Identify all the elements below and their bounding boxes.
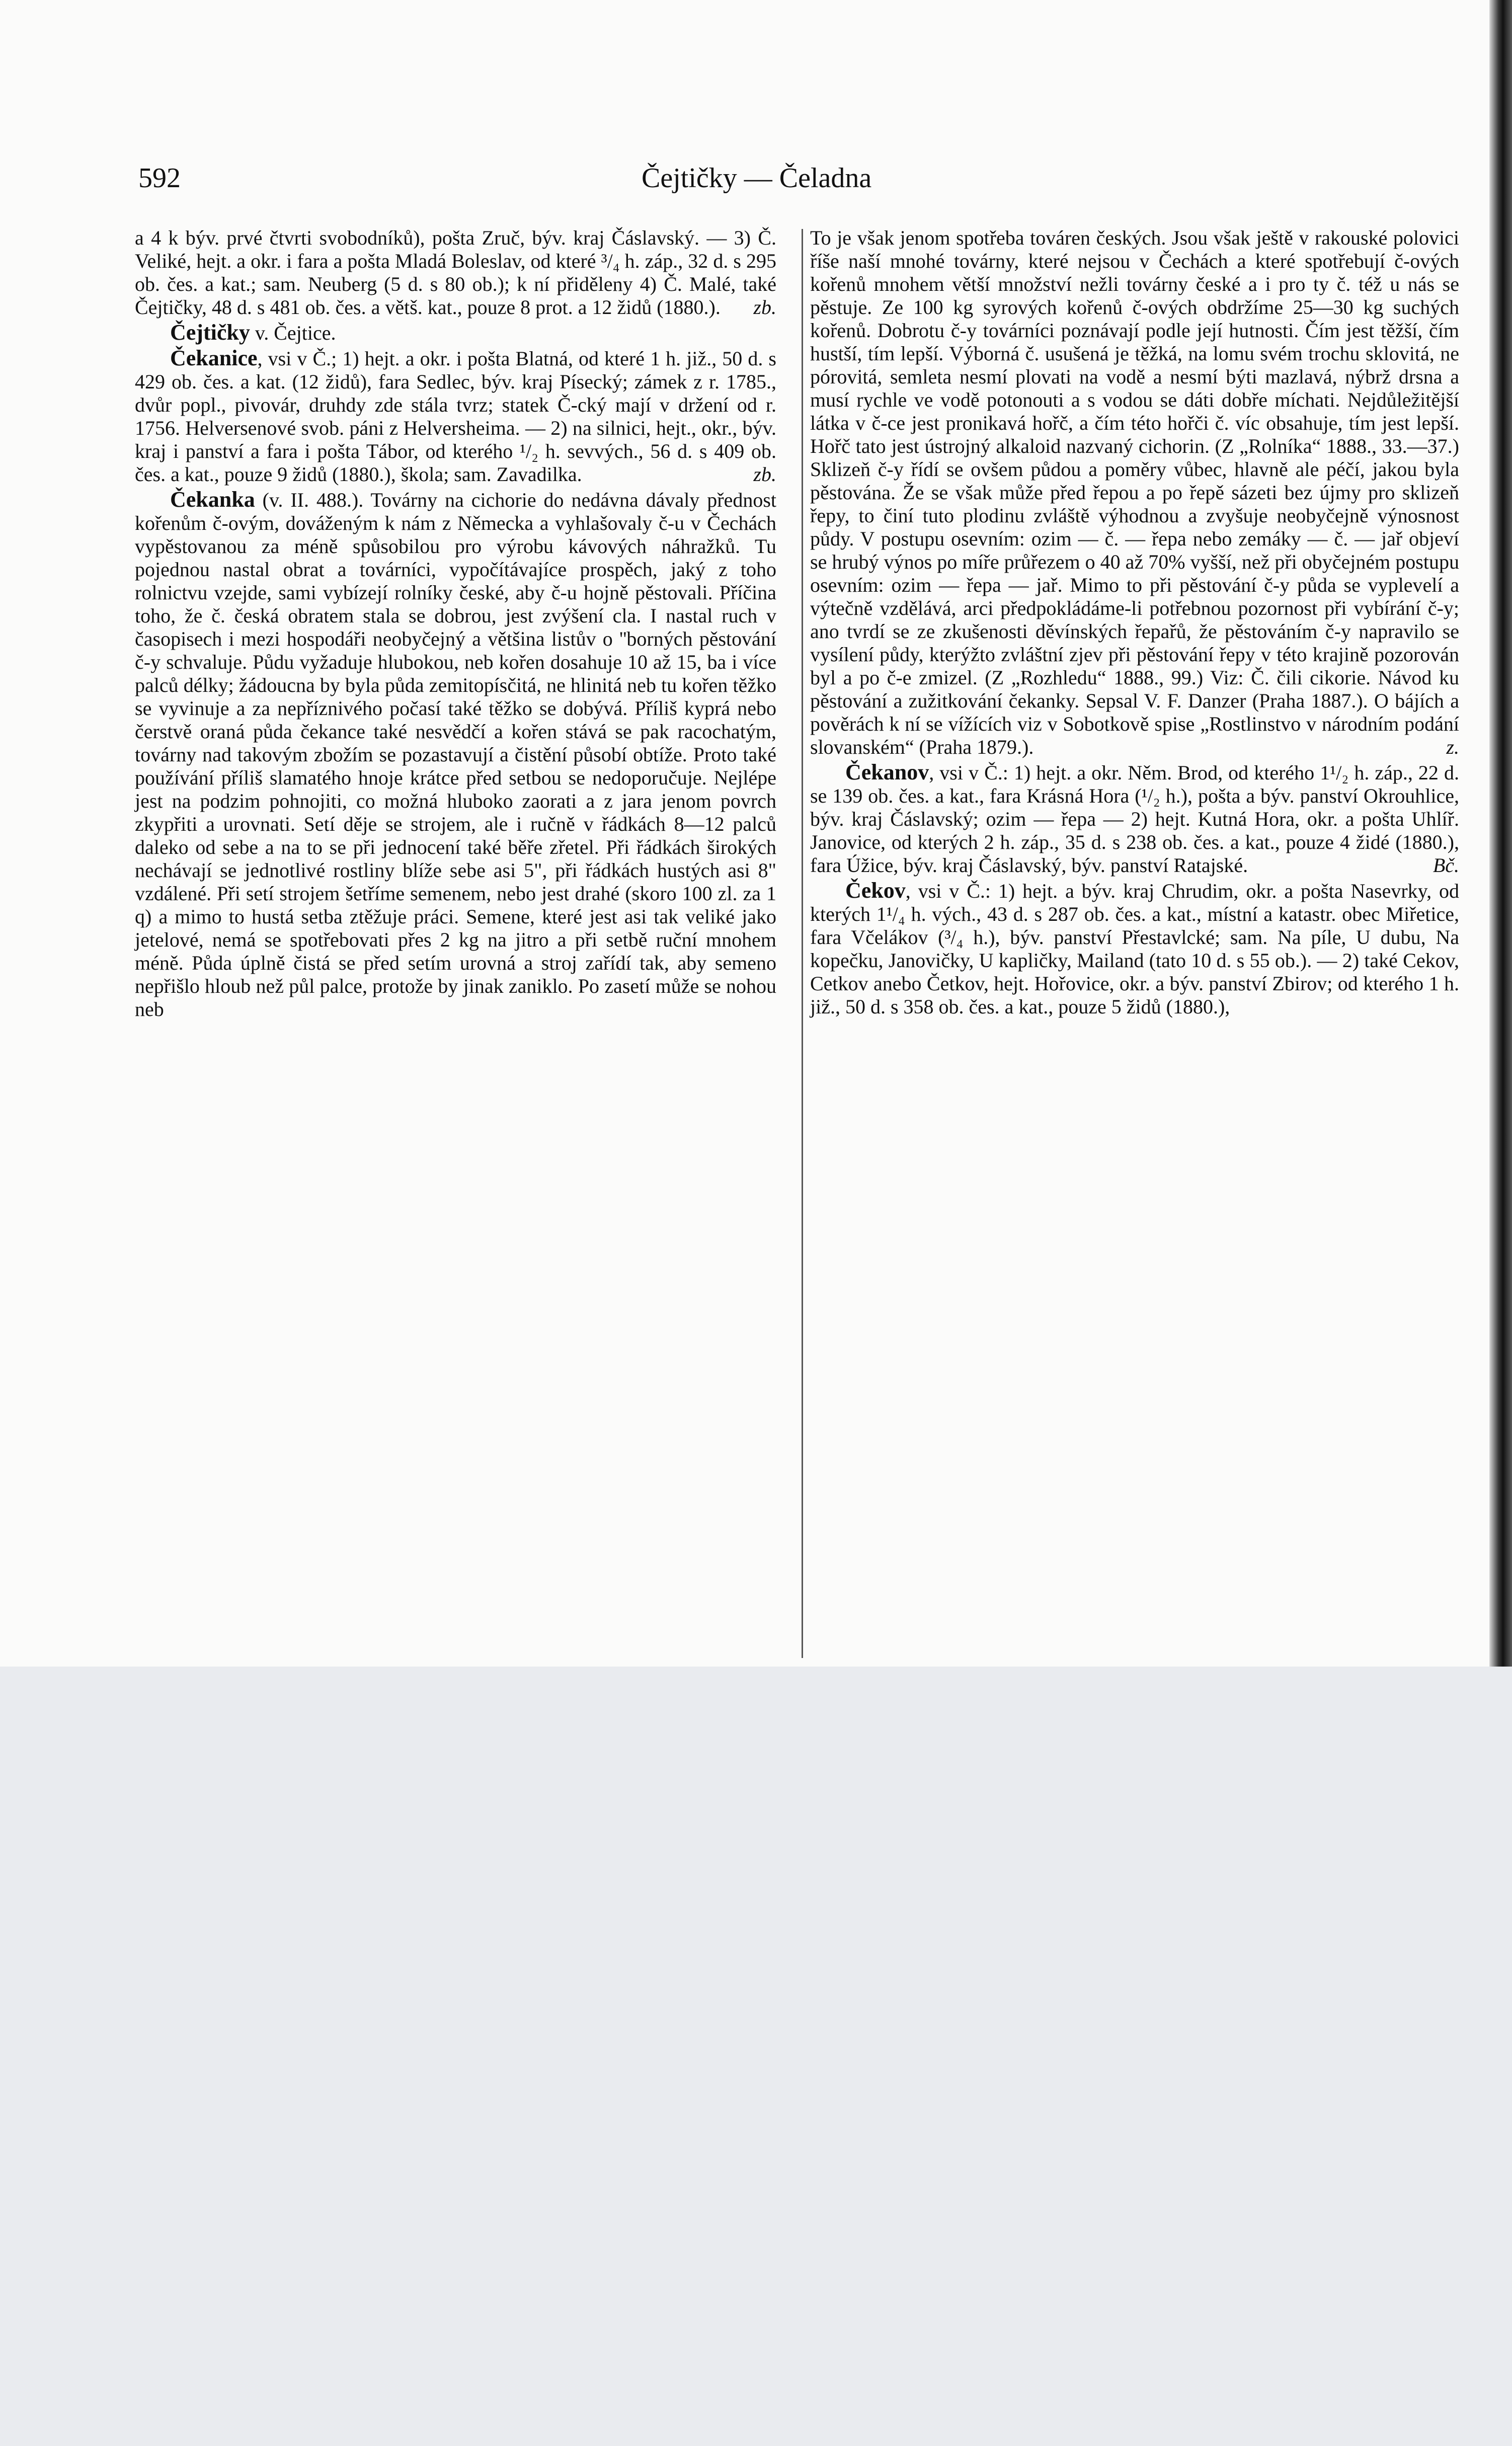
headword: Čekov: [845, 878, 906, 903]
empty-area: [0, 1667, 1512, 2446]
column-divider: [802, 229, 803, 1658]
entry-text: (v. II. 488.). Továrny na cichorie do nedávna dávaly přednost kořenům č-ovým, dováženým k nám z Německa a vyhlašovaly č-u v Čechách vypěstovanou za méně spůsobilou pro výrobu kávových náhražků. Tu pojednou nastal obrat a továrníci, vypočítávajíce prospěch, jaký z toho rolnictvu vzejde, sami vybízejí rolníky české, aby č-u hojně pěstovali. Příčina toho, že č. česká obratem stala se dobrou, jest zvýšení cla. I nastal ruch v časopisech i mezi hospodáři neobyčejný a většina listův o ''borných pěstování č-y schvaluje. Půdu vyžaduje hlubokou, neb kořen dosahuje 10 až 15, ba i více palců délky; žádoucna by byla půda zemitopísčitá, ne hlinitá neb tu kořen těžko se vyvinuje a za nepříznivého počasí také těžko se dobývá. Příliš kyprá nebo čerstvě oraná půda čekance také nesvědčí a kořen stává se pak racochatým, továrny nad takovým zbožím se pozastavují a čistění působí obtíže. Proto také používání příliš slamatého hnoje krátce před setbou se nedoporučuje. Nejlépe jest na podzim pohnojiti, co možná hluboko zaorati a z jara jenom povrch zkypřiti a urovnati. Setí děje se strojem, ale i ručně v řádkách 8—12 palců daleko od sebe a na to se při jednocení také běře zřetel. Při řádkách širokých nechávají se jednotlivé rostliny blíže sebe asi 5", při řádkách hustých asi 8" vzdálené. Při setí strojem šetříme semenem, nebo jest drahé (skoro 100 zl. za 1 q) a mimo to hustá setba ztěžuje práci. Semene, které jest asi tak veliké jako jetelové, nemá se spotřebovati přes 2 kg na jitro a při setbě ruční mnohem méně. Půda úplně čistá se před setím urovná a stroj zařídí tak, aby semeno nepřišlo hloub než půl palce, protože by jinak zaniklo. Po zasetí může se nohou neb: [135, 489, 776, 1020]
entry-text: To je však jenom spotřeba továren českých. Jsou však ještě v rakouské polovici říše naší mnohé továrny, které nejsou v Čechách a které spotřebují č-ových kořenů mnohem větší množství nežli továrny české a i pro ty č. též u nás se pěstuje. Ze 100 kg syrových kořenů č-ových obdržíme 25—30 kg suchých kořenů. Dobrotu č-y továrníci poznávají podle její hutnosti. Čím jest těžší, čím hustší, tím lepší. Výborná č. usušená je těžká, na lomu svém trochu sklovitá, ne pórovitá, semleta nesmí plovati na vodě a nesmí býti mazlavá, nýbrž drsna a musí rychle ve vodě potonouti a s vodou se dáti dobře míchati. Nejdůležitější látka v č-ce jest pronikavá hořč, a čím této hořči č. víc obsahuje, tím jest lepší. Hořč tato jest ústrojný alkaloid nazvaný cichorin. (Z „Rolníka“ 1888., 33.—37.) Sklizeň č-y řídí se ovšem půdou a poměry vůbec, hlavně ale péčí, jakou byla pěstována. Že se však může před řepou a po řepě sázeti bez újmy pro sklizeň řepy, to činí tuto plodinu zvláště výhodnou a zvyšuje neobyčejně výnosnost půdy. V postupu osevním: ozim — č. — řepa nebo zemáky — č. — jař objeví se hrubý výnos po míře průřezem o 40 až 70% vyšší, než při obyčejném postupu osevním: ozim — řepa — jař. Mimo to při pěstování č-y půda se vyplevelí a výtečně vzdělává, arci předpokládáme-li potřebnou pozornost při vybírání č-y; ano tvrdí se ze zkušenosti děvínských řepařů, že pěstováním č-y napravilo se vysílení půdy, kterýžto zvláštní zjev při pěstování řepy v této krajině pozorován byl a po č-e zmizel. (Z „Rozhledu“ 1888., 99.) Viz: Č. čili cikorie. Návod ku pěstování a zužitkování čekanky. Sepsal V. F. Danzer (Praha 1887.). O bájích a pověrách k ní se vížících viz v Sobotkově spise „Rostlinstvo v národním podání slovanském“ (Praha 1879.).: [810, 226, 1459, 758]
headword: Čejtičky: [170, 320, 250, 345]
entry-cekanov: [810, 761, 1459, 877]
entry-text: v. Čejtice.: [250, 322, 336, 344]
headword: Čekanka: [170, 487, 255, 512]
headword: Čekanov: [845, 760, 929, 784]
entry-author: zb.: [753, 296, 776, 319]
entry-text: , vsi v Č.: 1) hejt. a býv. kraj Chrudim, okr. a pošta Nasevrky, od kterých 1¹/₄ h. vých., 43 d. s 287 ob. čes. a kat., místní a katastr. obec Miřetice, fara Včelákov (³/₄ h.), býv. panství Přestavlcké; sam. Na píle, U dubu, Na kopečku, Janovičky, U kapličky, Mailand (tato 10 d. s 55 ob.). — 2) také Cekov, Cetkov anebo Četkov, hejt. Hořovice, okr. a býv. panství Zbirov; od kterého 1 h. již., 50 d. s 358 ob. čes. a kat., pouze 5 židů (1880.),: [810, 880, 1459, 1018]
page-edge-shadow: [1489, 0, 1512, 1667]
page-header: [138, 160, 943, 200]
headword: Čekanice: [170, 346, 258, 370]
entry-text: , vsi v Č.; 1) hejt. a okr. i pošta Blatná, od které 1 h. již., 50 d. s 429 ob. čes. a kat. (12 židů), fara Sedlec, býv. kraj Písecký; zámek z r. 1785., dvůr popl., pivovár, druhdy zde stála tvrz; statek Č-cký mají v držení od r. 1756. Helversenové svob. páni z Helversheima. — 2) na silnici, hejt., okr., býv. kraj i panství a fara i pošta Tábor, od kterého ¹/₂ h. sevvých., 56 d. s 409 ob. čes. a kat., pouze 9 židů (1880.), škola; sam. Zavadilka.: [135, 347, 776, 486]
right-column: [810, 226, 1459, 1020]
entry-continuation: [135, 226, 776, 319]
running-head: Čejtičky — Čeladna: [642, 163, 872, 194]
entry-author: Bč.: [1433, 854, 1459, 877]
entry-continuation: [810, 226, 1459, 759]
entry-text: a 4 k býv. prvé čtvrti svobodníků), pošta Zruč, býv. kraj Čáslavský. — 3) Č. Veliké, hejt. a okr. i fara a pošta Mladá Boleslav, od které ³/₄ h. záp., 32 d. s 295 ob. čes. a kat.; sam. Neuberg (5 d. s 80 ob.); k ní přiděleny 4) Č. Malé, také Čejtičky, 48 d. s 481 ob. čes. a větš. kat., pouze 8 prot. a 12 židů (1880.).: [135, 226, 776, 319]
entry-author: zb.: [753, 463, 776, 486]
left-column: [135, 226, 776, 1023]
entry-text: , vsi v Č.: 1) hejt. a okr. Něm. Brod, od kterého 1¹/₂ h. záp., 22 d. se 139 ob. čes. a kat., fara Krásná Hora (¹/₂ h.), pošta a býv. panství Okrouhlice, býv. kraj Čáslavský; ozim — řepa — 2) hejt. Kutná Hora, okr. a pošta Uhlíř. Janovice, od kterých 2 h. záp., 35 d. s 238 ob. čes. a kat., pouze 4 židé (1880.), fara Úžice, býv. kraj Čáslavský, býv. panství Ratajské.: [810, 761, 1459, 877]
page-number: 592: [138, 163, 181, 194]
entry-author: z.: [1446, 736, 1459, 758]
entry-cekov: [810, 879, 1459, 1018]
entry-cejticky: [135, 321, 776, 345]
entry-cekanka: [135, 488, 776, 1021]
entry-cekanice: [135, 347, 776, 486]
